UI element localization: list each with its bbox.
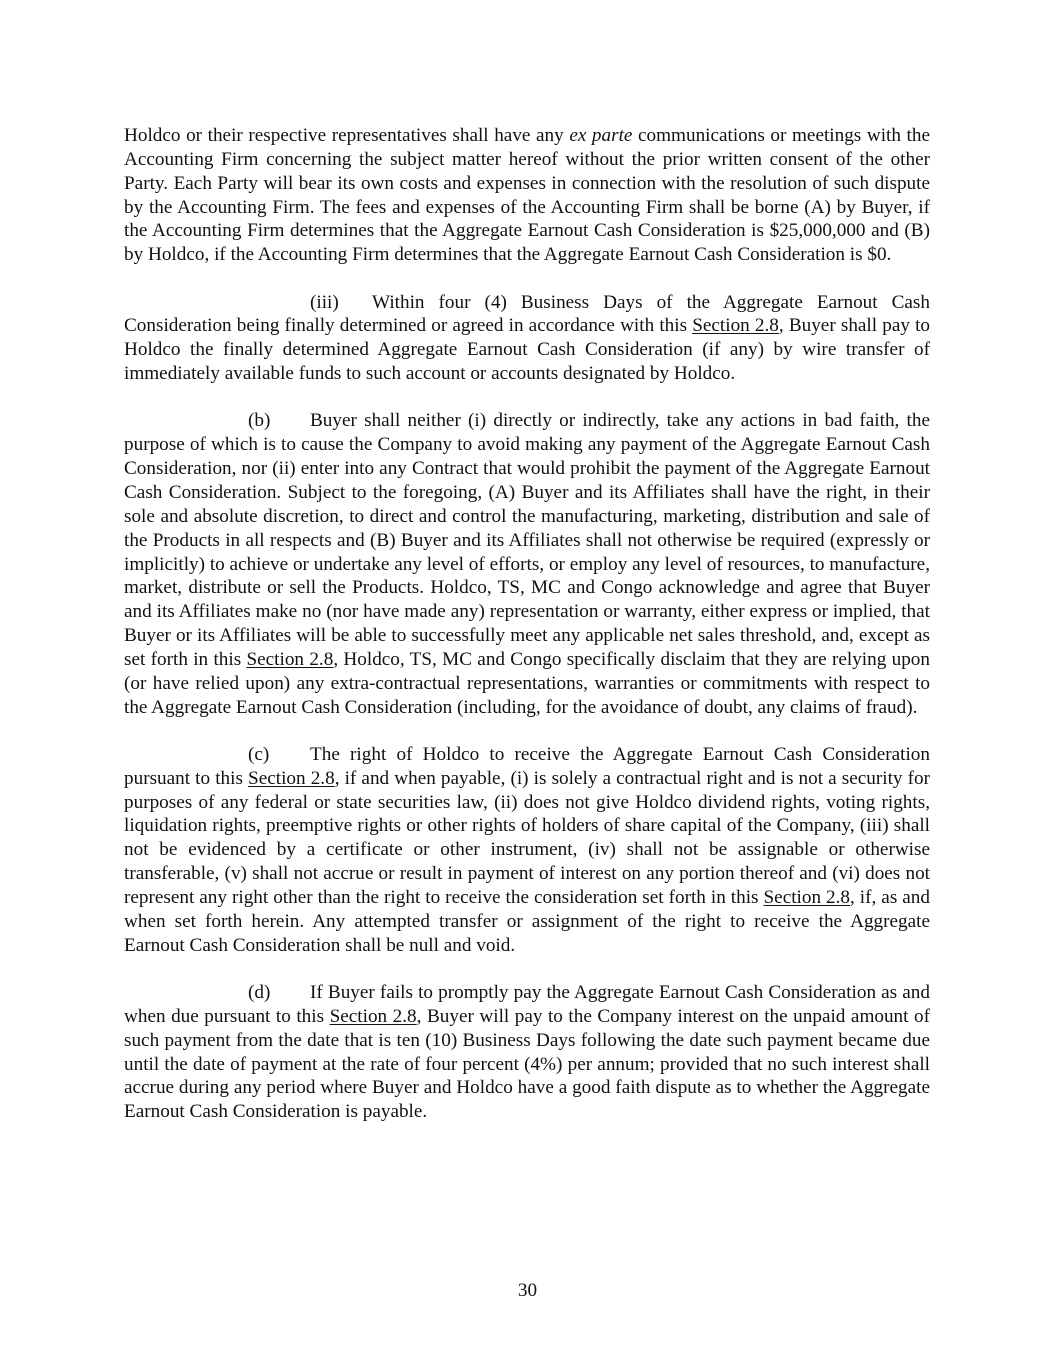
section-reference: Section 2.8 bbox=[248, 767, 335, 789]
italic-term: ex parte bbox=[569, 125, 633, 146]
paragraph-c bbox=[124, 743, 930, 958]
paragraph-text: , if and when payable, (i) is solely a contractual right and is not a security for purposes of any federal or state securities law, (ii) does not give Holdco dividend rights, voting rights, liquidation rights, preemptive rights or other rights of holders of share capital of the Company, (iii) shall not be evidenced by a certificate or other instrument, (iv) shall not be assignable or otherwise transferable, (v) shall not accrue or result in payment of interest on any portion thereof and (vi) does not represent any right other than the right to receive the consideration set forth in this bbox=[124, 767, 930, 908]
paragraph-continuation bbox=[124, 124, 930, 267]
section-reference: Section 2.8 bbox=[329, 1005, 417, 1027]
clause-number: (b) bbox=[248, 410, 271, 432]
paragraph-text: , Holdco, TS, MC and Congo specifically disclaim that they are relying upon (or have relied upon) any extra-contractual representations, warranties or commitments with respect to the Aggregate Earnout Cash Consideration (including, for the avoidance of doubt, any claims of fraud). bbox=[124, 648, 930, 718]
paragraph-text: , if, as and when set forth herein. Any attempted transfer or assignment of the right to receive the Aggregate Earnout Cash Consideration shall be null and void. bbox=[124, 886, 930, 956]
paragraph-text: Within four (4) Business Days of the Aggregate Earnout Cash Consideration being finally determined or agreed in accordance with this bbox=[124, 291, 930, 337]
section-reference: Section 2.8 bbox=[763, 886, 851, 908]
clause-number: (iii) bbox=[310, 291, 339, 313]
paragraph-text: , Buyer shall pay to Holdco the finally determined Aggregate Earnout Cash Consideration (if any) by wire transfer of immediately available funds to such account or accounts designated by Holdco. bbox=[124, 315, 931, 385]
paragraph-text: The right of Holdco to receive the Aggregate Earnout Cash Consideration pursuant to this bbox=[124, 743, 930, 789]
clause-number: (d) bbox=[248, 982, 271, 1003]
paragraph-text: Buyer shall neither (i) directly or indirectly, take any actions in bad faith, the purpose of which is to cause the Company to avoid making any payment of the Aggregate Earnout Cash Consideration, nor (ii) enter into any Contract that would prohibit the payment of the Aggregate Earnout Cash Consideration. Subject to the foregoing, (A) Buyer and its Affiliates shall have the right, in their sole and absolute discretion, to direct and control the manufacturing, marketing, distribution and sale of the Products in all respects and (B) Buyer and its Affiliates shall not otherwise be required (expressly or implicitly) to achieve or undertake any level of efforts, or employ any level of resources, to manufacture, market, distribute or sell the Products. Holdco, TS, MC and Congo acknowledge and agree that Buyer and its Affiliates make no (nor have made any) representation or warranty, either express or implied, that Buyer or its Affiliates will be able to successfully meet any applicable net sales threshold, and, except as set forth in this bbox=[124, 410, 930, 670]
section-reference: Section 2.8 bbox=[246, 648, 334, 670]
section-reference: Section 2.8 bbox=[692, 315, 779, 337]
paragraph-iii bbox=[124, 291, 930, 386]
paragraph-text: communications or meetings with the Accounting Firm concerning the subject matter hereof without the prior written consent of the other Party. Each Party will bear its own costs and expenses in connection with the resolution of such dispute by the Accounting Firm. The fees and expenses of the Accounting Firm shall be borne (A) by Buyer, if the Accounting Firm determines that the Aggregate Earnout Cash Consideration is $25,000,000 and (B) by Holdco, if the Accounting Firm determines that the Aggregate Earnout Cash Consideration is $0. bbox=[124, 125, 930, 266]
paragraph-b bbox=[124, 409, 930, 719]
document-page bbox=[124, 124, 930, 1124]
paragraph-d bbox=[124, 981, 930, 1124]
clause-number: (c) bbox=[248, 743, 270, 765]
paragraph-text: Holdco or their respective representatives shall have any bbox=[124, 125, 570, 146]
paragraph-text: , Buyer will pay to the Company interest on the unpaid amount of such payment from the date that is ten (10) Business Days following the date such payment became due until the date of payment at the rate of four percent (4%) per annum; provided that no such interest shall accrue during any period where Buyer and Holdco have a good faith dispute as to whether the Aggregate Earnout Cash Consideration is payable. bbox=[124, 1005, 930, 1123]
page-number: 30 bbox=[517, 1280, 538, 1301]
paragraph-text: If Buyer fails to promptly pay the Aggregate Earnout Cash Consideration as and when due pursuant to this bbox=[124, 982, 930, 1027]
